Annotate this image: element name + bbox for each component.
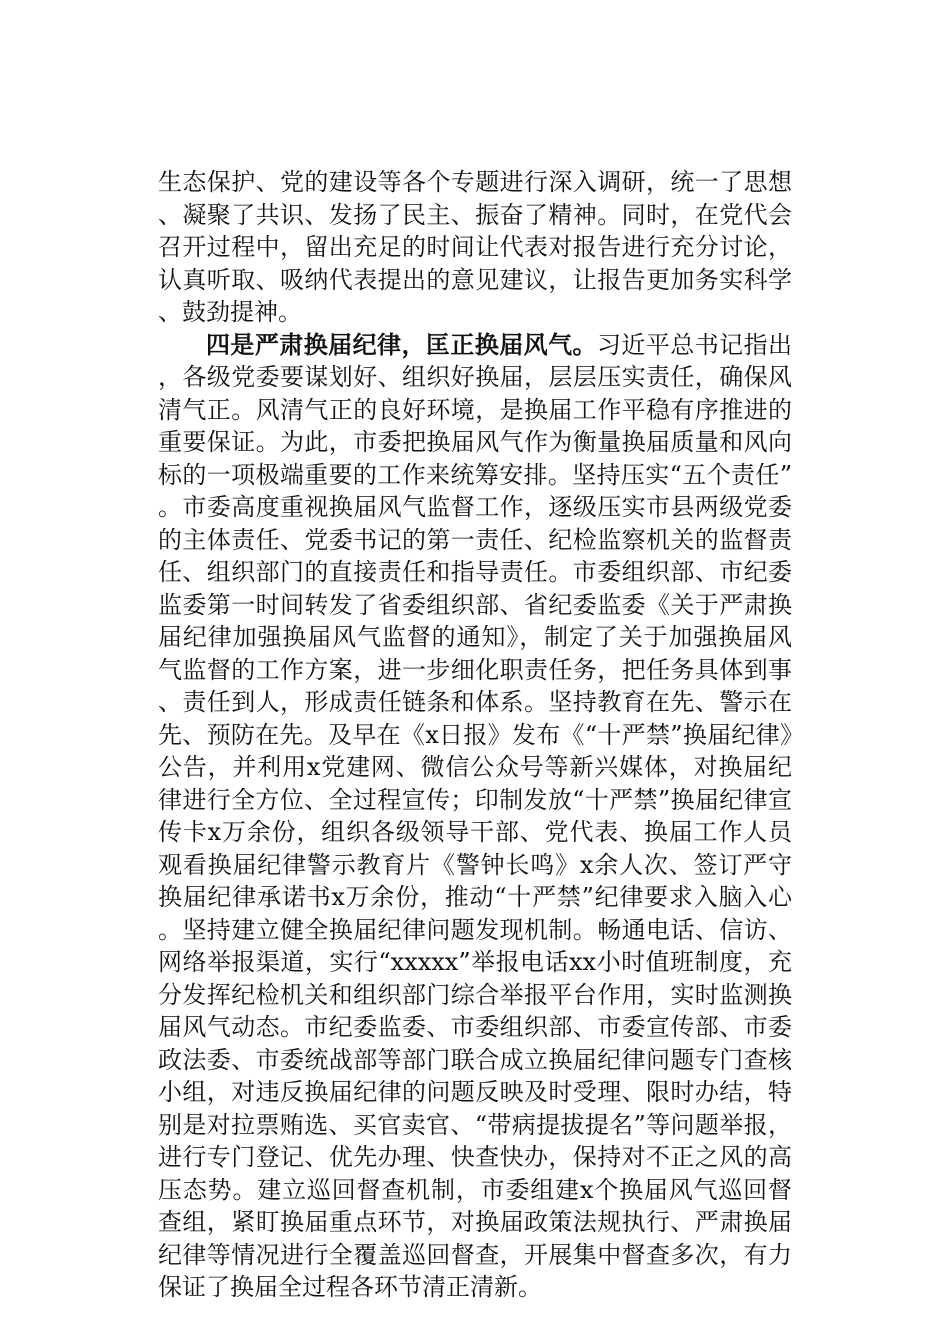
paragraph-text: 生态保护、党的建设等各个专题进行深入调研，统一了思想、凝聚了共识、发扬了民主、振奋了精神。同时，在党代会召开过程中，留出充足的时间让代表对报告进行充分讨论，认真听取、吸纳代表提出的意见建议，让报告更加务实科学、鼓劲提神。 bbox=[158, 168, 792, 326]
paragraph-continuation bbox=[158, 166, 792, 329]
paragraph-lead-heading: 四是严肃换届纪律，匡正换届风气。 bbox=[206, 329, 597, 359]
paragraph-discipline bbox=[158, 329, 792, 1304]
document-body bbox=[158, 166, 792, 1304]
paragraph-text: 习近平总书记指出，各级党委要谋划好、组织好换届，层层压实责任，确保风清气正。风清气正的良好环境，是换届工作平稳有序推进的重要保证。为此，市委把换届风气作为衡量换届质量和风向标的一项极端重要的工作来统筹安排。坚持压实“五个责任”。市委高度重视换届风气监督工作，逐级压实市县两级党委的主体责任、党委书记的第一责任、纪检监察机关的监督责任、组织部门的直接责任和指导责任。市委组织部、市纪委监委第一时间转发了省委组织部、省纪委监委《关于严肃换届纪律加强换届风气监督的通知》，制定了关于加强换届风气监督的工作方案，进一步细化职责任务，把任务具体到事、责任到人，形成责任链条和体系。坚持教育在先、警示在先、预防在先。及早在《x日报》发布《“十严禁”换届纪律》公告，并利用x党建网、微信公众号等新兴媒体，对换届纪律进行全方位、全过程宣传；印制发放“十严禁”换届纪律宣传卡x万余份，组织各级领导干部、党代表、换届工作人员观看换届纪律警示教育片《警钟长鸣》x余人次、签订严守换届纪律承诺书x万余份，推动“十严禁”纪律要求入脑入心。坚持建立健全换届纪律问题发现机制。畅通电话、信访、网络举报渠道，实行“xxxxx”举报电话xx小时值班制度，充分发挥纪检机关和组织部门综合举报平台作用，实时监测换届风气动态。市纪委监委、市委组织部、市委宣传部、市委政法委、市委统战部等部门联合成立换届纪律问题专门查核小组，对违反换届纪律的问题反映及时受理、限时办结，特别是对拉票贿选、买官卖官、“带病提拔提名”等问题举报，进行专门登记、优先办理、快查快办，保持对不正之风的高压态势。建立巡回督查机制，市委组建x个换届风气巡回督查组，紧盯换届重点环节，对换届政策法规执行、严肃换届纪律等情况进行全覆盖巡回督查，开展集中督查多次，有力保证了换届全过程各环节清正清新。 bbox=[158, 330, 793, 1301]
